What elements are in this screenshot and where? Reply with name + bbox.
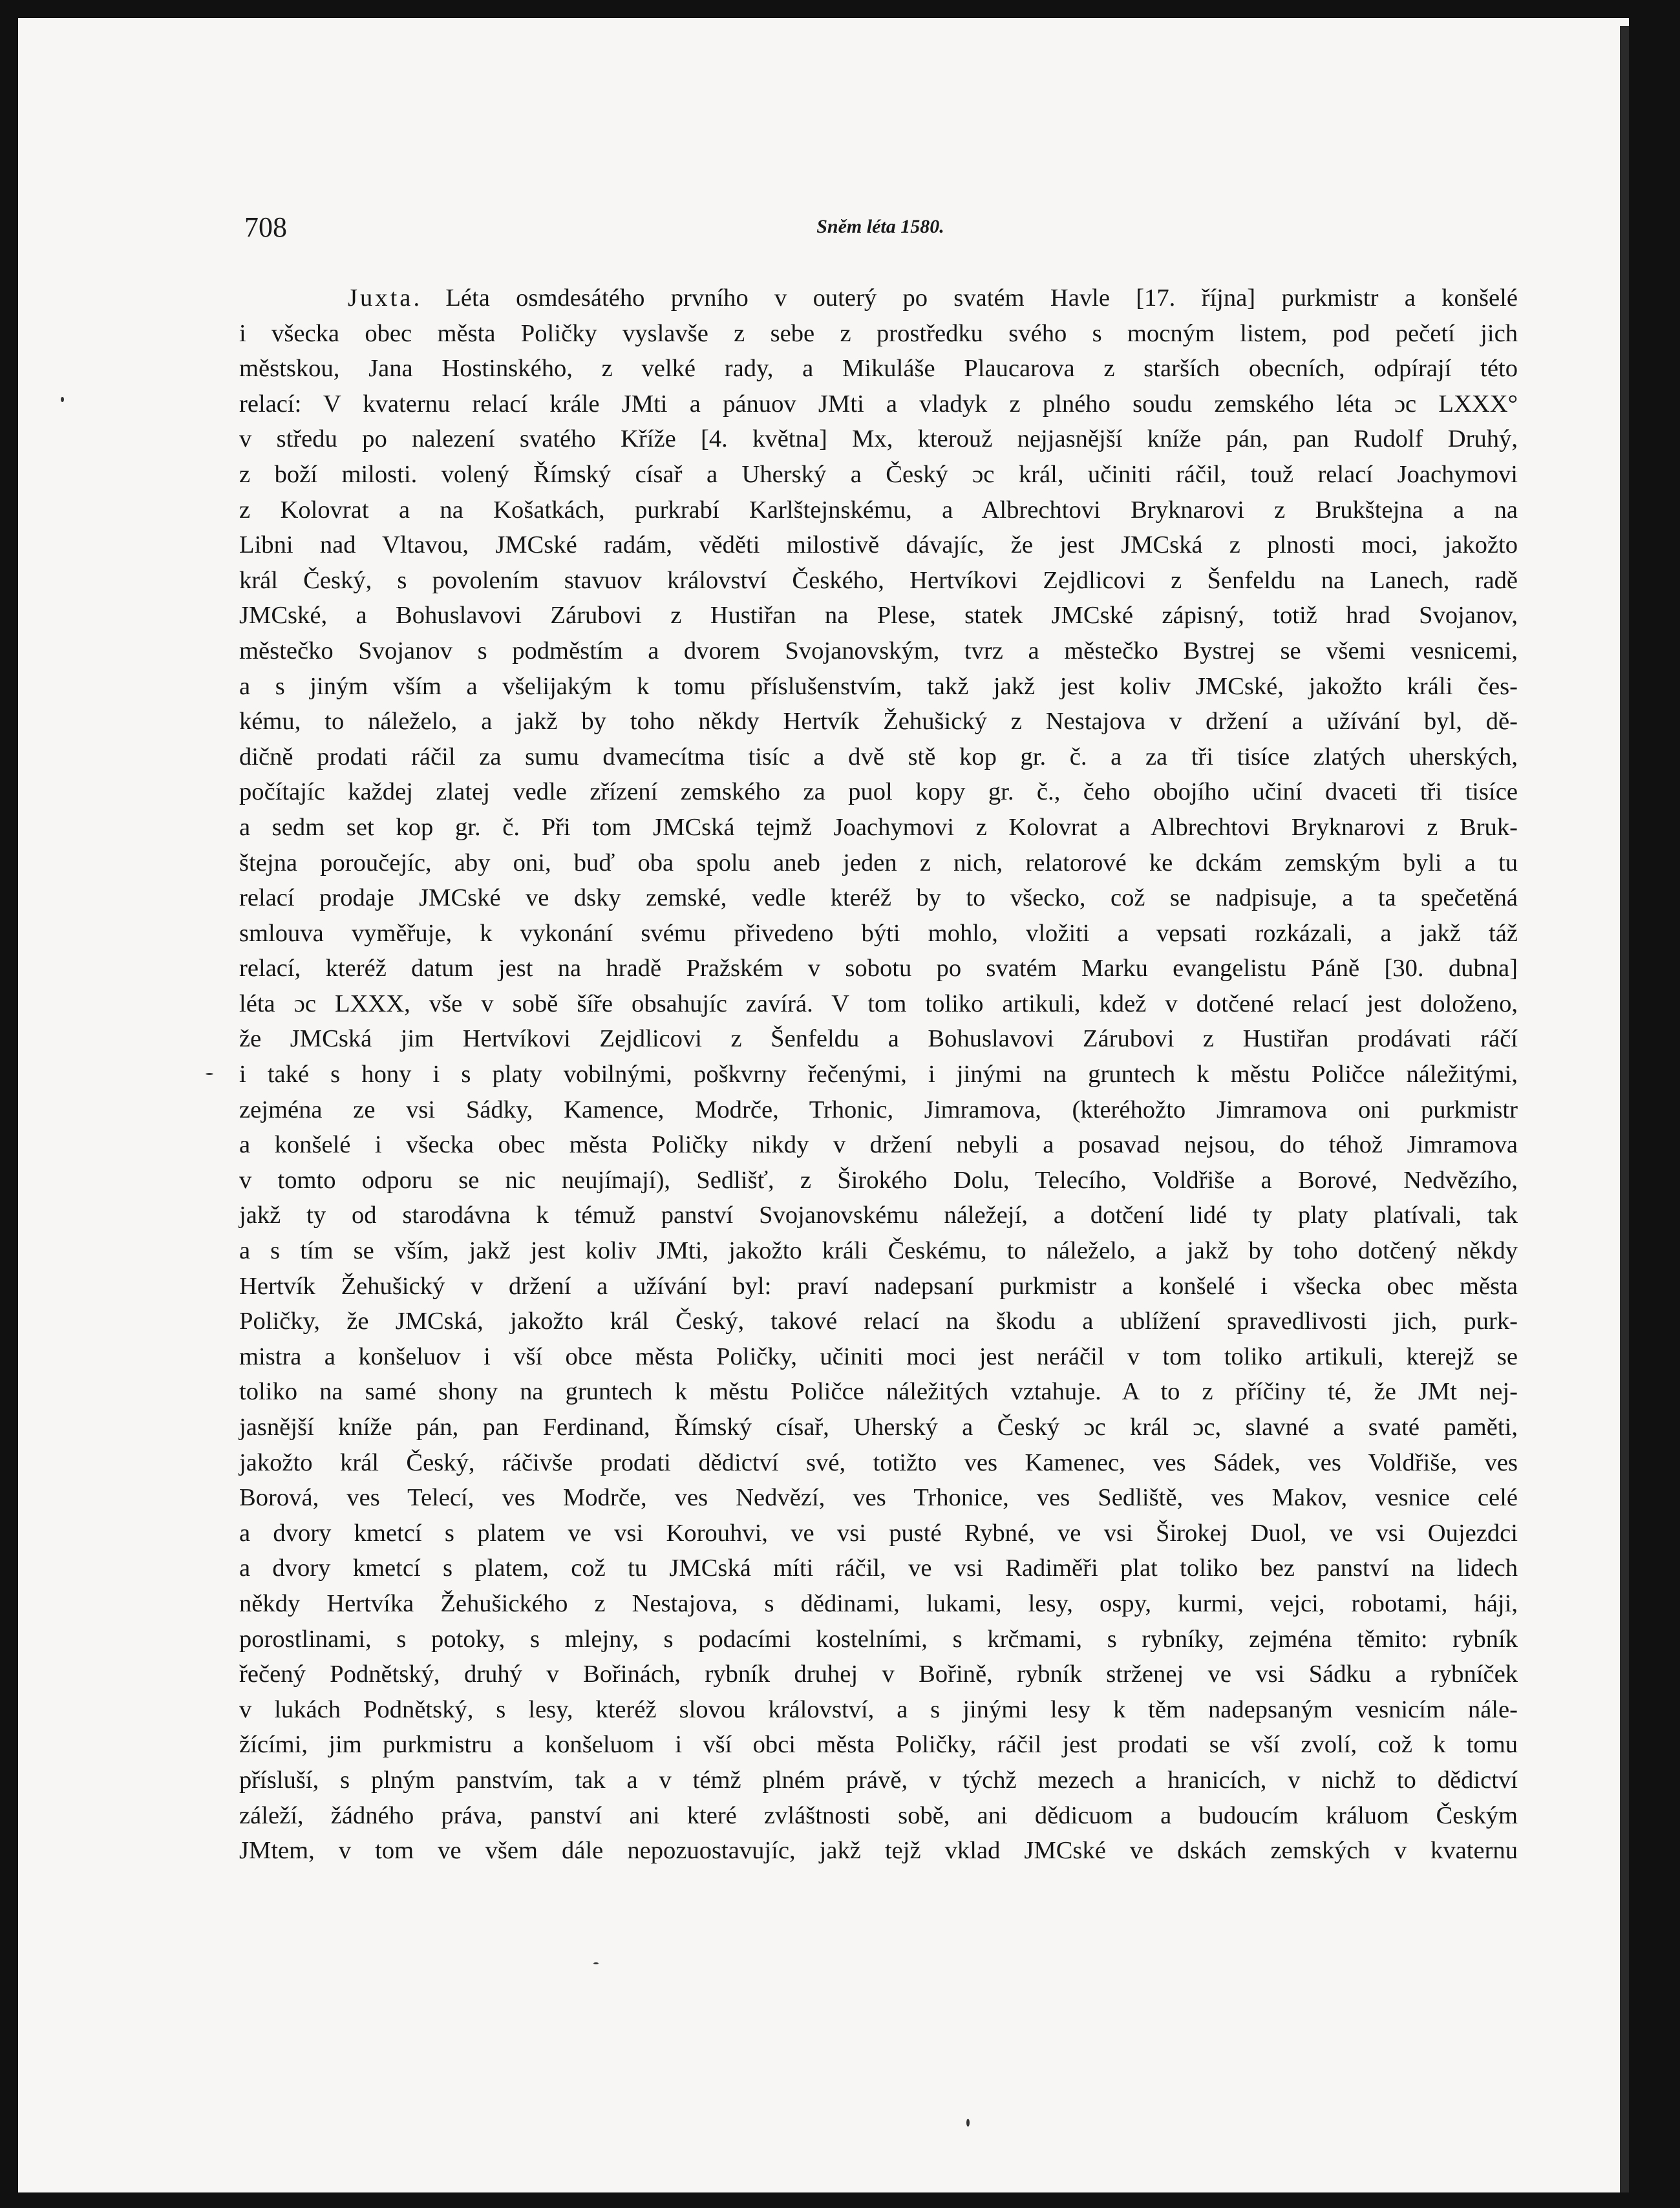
text-line: jakž ty od starodávna k témuž panství Svojanovskému náležejí, a dotčení lidé ty platy platívali, tak [239,1202,1518,1229]
text-line: městskou, Jana Hostinského, z velké rady, a Mikuláše Plaucarova z starších obecních, odpírají této [239,355,1518,383]
text-line: smlouva vyměřuje, k vykonání svému přivedeno býti mohlo, vložiti a vepsati rozkázali, a jakž táž [239,919,1518,947]
text-line: a sedm set kop gr. č. Při tom JMCská tejmž Joachymovi z Kolovrat a Albrechtovi Bryknarovi z Bruk- [239,813,1518,841]
text-line: a dvory kmetcí s platem ve vsi Korouhvi, ve vsi pusté Rybné, ve vsi Širokej Duol, ve vsi Oujezdci [239,1519,1518,1547]
text-line: toliko na samé shony na gruntech k městu Poličce náležitých vztahuje. A to z příčiny té, že JMt nej- [239,1378,1518,1406]
running-head: Sněm léta 1580. [816,216,944,237]
text-line: zejména ze vsi Sádky, Kamence, Modrče, Trhonic, Jimramova, (kteréhožto Jimramova oni purkmistr [239,1096,1518,1123]
text-line: Poličky, že JMCská, jakožto král Český, takové relací na škodu a ublížení spravedlivosti jich, purk- [239,1308,1518,1335]
text-line: relací, kteréž datum jest na hradě Pražském v sobotu po svatém Marku evangelistu Páně [30. dubna] [239,955,1518,982]
scan-border-top [0,0,1680,18]
text-line: v tomto odporu se nic neujímají), Sedlišť, z Širokého Dolu, Telecího, Voldřiše a Borové, Nedvězího, [239,1166,1518,1194]
text-line: král Český, s povolením stavuov království Českého, Hertvíkovi Zejdlicovi z Šenfeldu na Lanech, radě [239,566,1518,594]
text-line: a s jiným vším a všelijakým k tomu příslušenstvím, takž jakž jest koliv JMCské, jakožto králi čes- [239,672,1518,700]
text-line: z Kolovrat a na Košatkách, purkrabí Karlštejnskému, a Albrechtovi Bryknarovi z Brukštejna a na [239,496,1518,524]
text-line: žícími, jim purkmistru a konšeluom i vší obci města Poličky, ráčil jest prodati se vší zvolí, což k tomu [239,1731,1518,1759]
text-line: v středu po nalezení svatého Kříže [4. května] Mx, kterouž nejjasnější kníže pán, pan Rudolf Druhý, [239,425,1518,453]
text-line: Hertvík Žehušický v držení a užívání byl: praví nadepsaní purkmistr a konšelé i všecka obec města [239,1272,1518,1300]
text-line: JMtem, v tom ve všem dále nepozuostavujíc, jakž tejž vklad JMCské ve dskách zemských v kvaternu [239,1837,1518,1865]
text-line: relací prodaje JMCské ve dsky zemské, vedle kteréž by to všecko, což se nadpisuje, a ta spečetěná [239,884,1518,912]
text-line: Libni nad Vltavou, JMCské radám, věděti milostivě dávajíc, že jest JMCská z plnosti moci, jakožto [239,531,1518,559]
body-text [239,281,1518,1869]
incipit-word: Juxta [348,284,414,312]
text-line: mistra a konšeluov i vší obce města Poličky, učiniti moci jest neráčil v tom toliko artikuli, kterejž se [239,1343,1518,1370]
text-line: počítajíc každej zlatej vedle zřízení zemského za puol kopy gr. č., čeho obojího učiní dvaceti tři tisíce [239,778,1518,806]
text-line: a konšelé i všecka obec města Poličky nikdy v držení nebyli a posavad nejsou, do téhož Jimramova [239,1131,1518,1159]
scan-speck [206,1073,213,1075]
text-line: z boží milosti. volený Římský císař a Uherský a Český ɔc král, učiniti ráčil, touž relací Joachymovi [239,460,1518,488]
text-line: městečko Svojanov s podměstím a dvorem Svojanovským, tvrz a městečko Bystrej se všemi vesnicemi, [239,637,1518,664]
text-line: Borová, ves Telecí, ves Modrče, ves Nedvězí, ves Trhonice, ves Sedliště, ves Makov, vesnice celé [239,1484,1518,1512]
text-line: JMCské, a Bohuslavovi Zárubovi z Hustiřan na Plese, statek JMCské zápisný, totiž hrad Svojanov, [239,602,1518,630]
scan-speck [966,2119,970,2127]
text-line: porostlinami, s potoky, s mlejny, s podacími kostelními, s krčmami, s rybníky, zejména těmito: rybník [239,1625,1518,1653]
page-number: 708 [244,211,287,243]
scan-border-left [0,0,18,2208]
scan-border-bottom [0,2192,1680,2208]
text-line: i také s hony i s platy vobilnými, poškvrny řečenými, i jinými na gruntech k městu Poličce náležitými, [239,1061,1518,1088]
text-line: záleží, žádného práva, panství ani které zvláštnosti sobě, ani dědicuom a budoucím králuom Českým [239,1801,1518,1829]
text-line: Juxta. Léta osmdesátého prvního v outerý po svatém Havle [17. října] purkmistr a konšelé [348,284,1518,312]
text-line: že JMCská jim Hertvíkovi Zejdlicovi z Šenfeldu a Bohuslavovi Zárubovi z Hustiřan prodávati ráčí [239,1025,1518,1053]
text-line: léta ɔc LXXX, vše v sobě šíře obsahujíc zavírá. V tom toliko artikuli, kdež v dotčené relací jest doloženo, [239,990,1518,1017]
scan-border-right-shadow [1620,26,1629,2192]
text-line: jakožto král Český, ráčivše prodati dědictví své, totižto ves Kamenec, ves Sádek, ves Voldřiše, ves [239,1449,1518,1476]
text-line: štejna poroučejíc, aby oni, buď oba spolu aneb jeden z nich, relatorové ke dckám zemským byli a tu [239,849,1518,876]
text-line: kému, to náleželo, a jakž by toho někdy Hertvík Žehušický z Nestajova v držení a užívání byl, dě- [239,708,1518,736]
scan-speck [593,1962,599,1964]
text-line: dičně prodati ráčil za sumu dvamecítma tisíc a dvě stě kop gr. č. a za tři tisíce zlatých uherských, [239,743,1518,770]
text-line: a s tím se vším, jakž jest koliv JMti, jakožto králi Českému, to náleželo, a jakž by toho dotčený někdy [239,1237,1518,1265]
text-line: i všecka obec města Poličky vyslavše z sebe z prostředku svého s mocným listem, pod pečetí jich [239,319,1518,347]
scan-speck [61,397,64,402]
text-line: přísluší, s plným panstvím, tak a v témž plném právě, v týchž mezech a hranicích, v nichž to dědictví [239,1766,1518,1794]
page-header [244,211,1516,249]
text-line: jasnější kníže pán, pan Ferdinand, Římský císař, Uherský a Český ɔc král ɔc, slavné a svaté paměti, [239,1414,1518,1441]
scan-border-right [1629,0,1680,2208]
text-line: někdy Hertvíka Žehušického z Nestajova, s dědinami, lukami, lesy, ospy, kurmi, vejci, robotami, háji, [239,1589,1518,1617]
text-line: relací: V kvaternu relací krále JMti a pánuov JMti a vladyk z plného soudu zemského léta ɔc LXXX° [239,390,1518,418]
text-line: řečený Podnětský, druhý v Bořinách, rybník druhej v Bořině, rybník strženej ve vsi Sádku a rybníček [239,1661,1518,1688]
text-line: a dvory kmetcí s platem, což tu JMCská míti ráčil, ve vsi Radiměři plat toliko bez panství na lidech [239,1555,1518,1582]
text-line: v lukách Podnětský, s lesy, kteréž slovou království, a s jinými lesy k těm nadepsaným vesnicím nále- [239,1695,1518,1723]
